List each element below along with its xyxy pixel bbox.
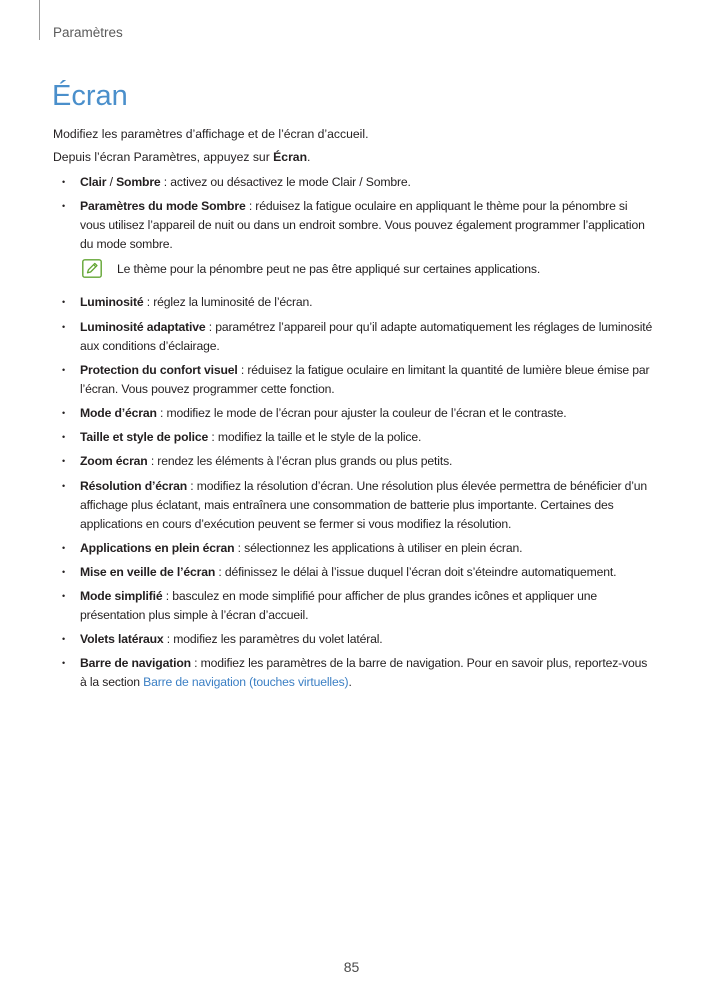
list-item-screen-resolution: • Résolution d’écran : modifiez la résolution d’écran. Une résolution plus élevée permettra de bénéficier d’un affichage plus éclatant, mais entraînera une consommation de batterie plus importante. Certaines des applications en cours d’exécution peuvent se fermer si vous modifiez la résolution.	[53, 477, 653, 534]
list-item-screen-mode: • Mode d’écran : modifiez le mode de l’écran pour ajuster la couleur de l’écran et le contraste.	[53, 404, 653, 423]
page-number: 85	[343, 959, 360, 975]
intro-text: Modifiez les paramètres d’affichage et de l’écran d’accueil.	[53, 127, 369, 141]
list-item-dark-mode-settings: • Paramètres du mode Sombre : réduisez la fatigue oculaire en appliquant le thème pour la pénombre si vous utilisez l’appareil de nuit ou dans un endroit sombre. Vous pouvez également programmer l’application du mode sombre.	[53, 197, 653, 254]
section-label: Paramètres	[53, 25, 123, 40]
note	[53, 259, 653, 281]
list-item-screen-timeout: • Mise en veille de l’écran : définissez le délai à l’issue duquel l’écran doit s’éteindre automatiquement.	[53, 563, 653, 582]
list-item-font-size-style: • Taille et style de police : modifiez la taille et le style de la police.	[53, 428, 653, 447]
list-item-eye-comfort: • Protection du confort visuel : réduisez la fatigue oculaire en limitant la quantité de lumière bleue émise par l’écran. Vous pouvez programmer cette fonction.	[53, 361, 653, 399]
list-item-full-screen-apps: • Applications en plein écran : sélectionnez les applications à utiliser en plein écran.	[53, 539, 653, 558]
list-item-clair-sombre: • Clair / Sombre : activez ou désactivez le mode Clair / Sombre.	[53, 173, 653, 192]
screen-menu-term: Écran	[273, 150, 308, 164]
list-item-easy-mode: • Mode simplifié : basculez en mode simplifié pour afficher de plus grandes icônes et appliquer une présentation plus simple à l’écran d’accueil.	[53, 587, 653, 625]
header-rule	[39, 0, 40, 40]
list-item-navigation-bar: • Barre de navigation : modifiez les paramètres de la barre de navigation. Pour en savoir plus, reportez-vous à la section Barre de navigation (touches virtuelles).	[53, 654, 653, 692]
list-item-edge-panels: • Volets latéraux : modifiez les paramètres du volet latéral.	[53, 630, 653, 649]
list-item-brightness: • Luminosité : réglez la luminosité de l’écran.	[53, 293, 653, 312]
list-item-screen-zoom: • Zoom écran : rendez les éléments à l’écran plus grands ou plus petits.	[53, 452, 653, 471]
settings-list	[53, 173, 653, 698]
note-icon	[82, 259, 102, 278]
intro-instruction: Depuis l’écran Paramètres, appuyez sur Écran.	[53, 150, 311, 164]
list-item-adaptive-brightness: • Luminosité adaptative : paramétrez l’appareil pour qu’il adapte automatiquement les réglages de luminosité aux conditions d’éclairage.	[53, 318, 653, 356]
note-text: Le thème pour la pénombre peut ne pas être appliqué sur certaines applications.	[117, 262, 541, 277]
navigation-bar-link[interactable]: Barre de navigation (touches virtuelles)	[143, 675, 349, 690]
page-title: Écran	[52, 80, 128, 112]
